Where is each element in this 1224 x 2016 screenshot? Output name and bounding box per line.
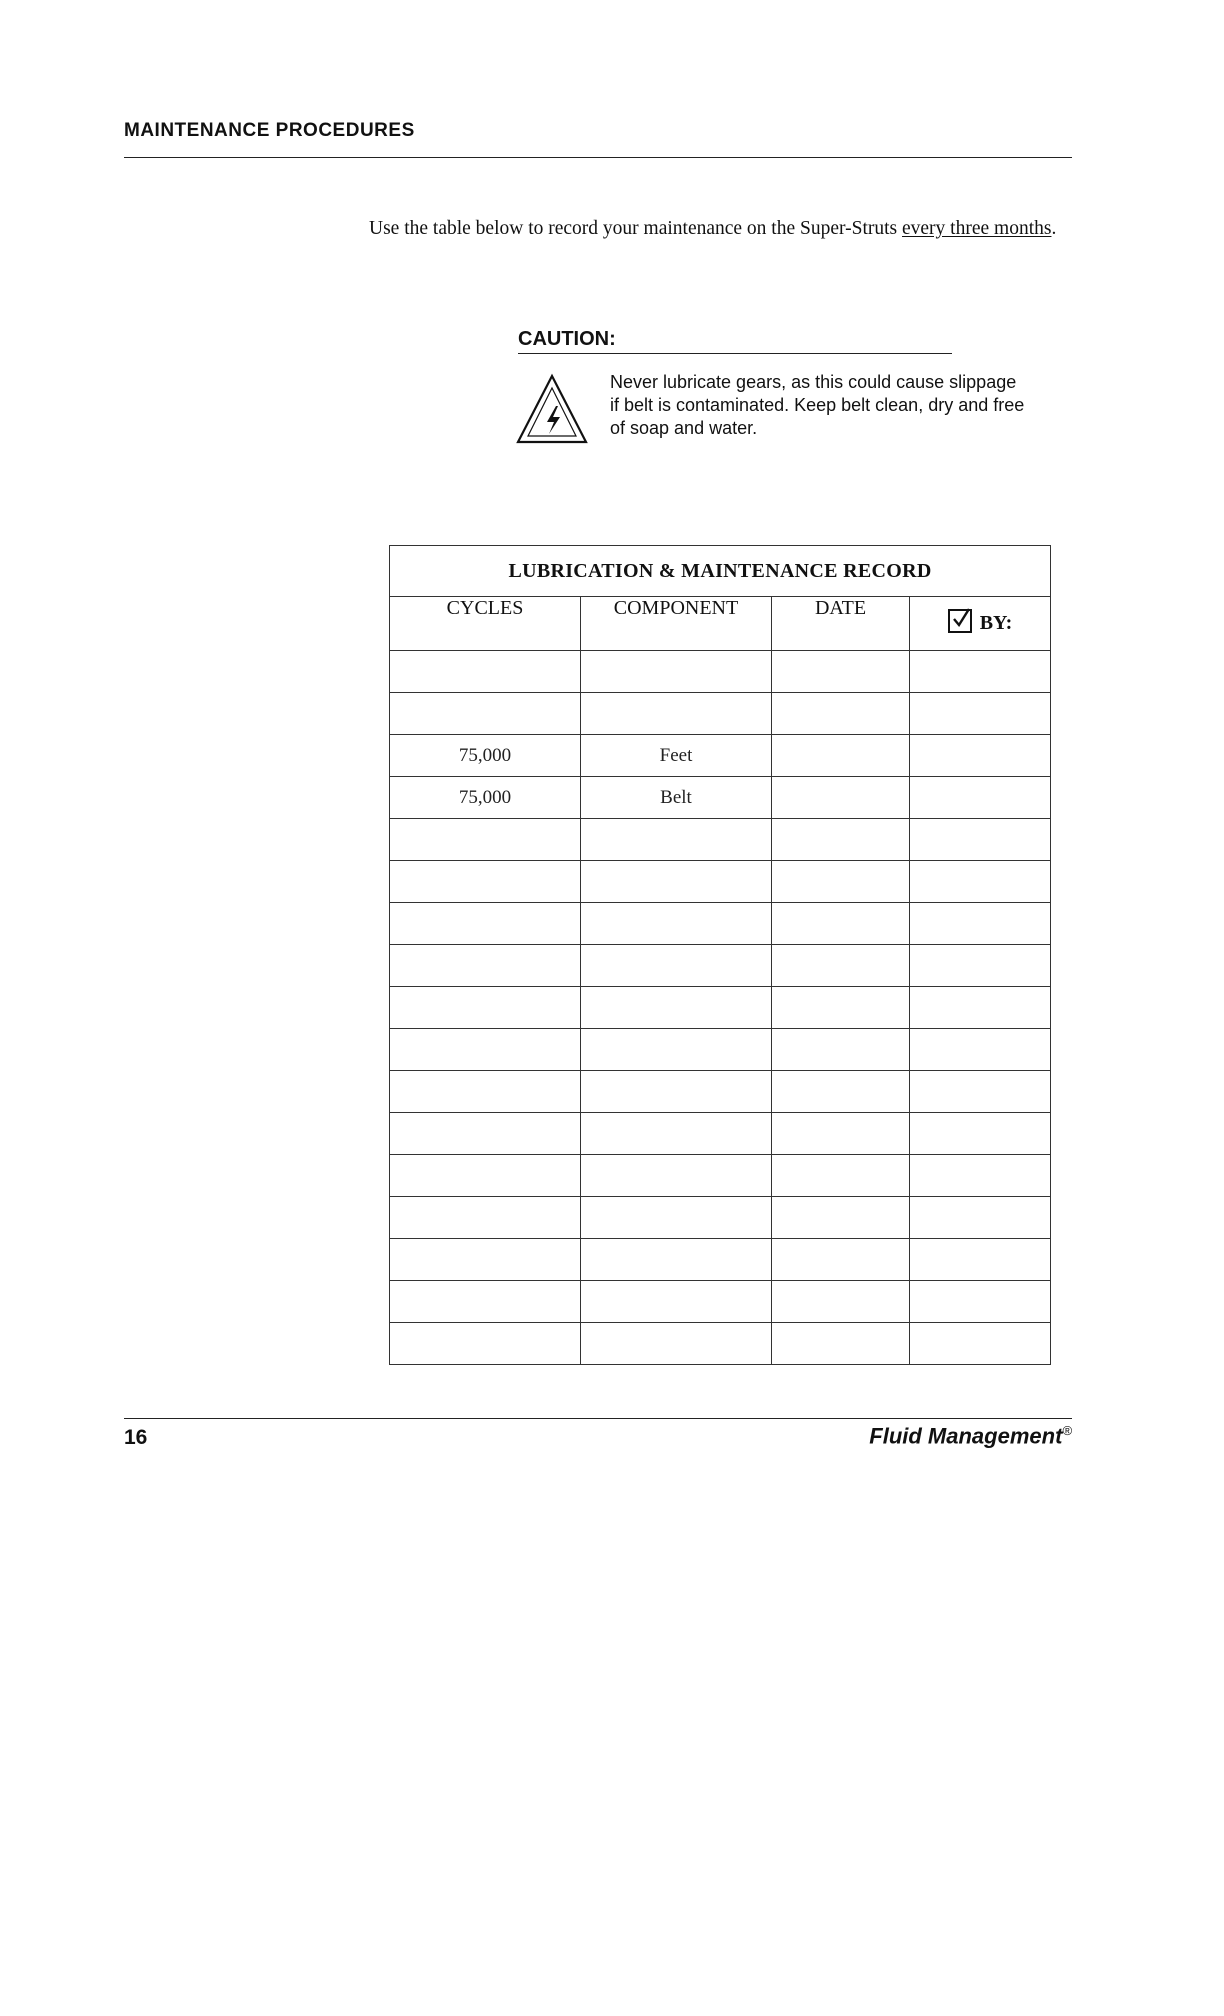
table-row — [390, 693, 1051, 735]
cell-by — [910, 1113, 1051, 1155]
footer-divider — [124, 1418, 1072, 1419]
by-label: BY: — [979, 612, 1013, 635]
cell-cycles — [390, 1323, 581, 1365]
table-row — [390, 1281, 1051, 1323]
table-row — [390, 735, 1051, 777]
cell-by — [910, 651, 1051, 693]
table-row — [390, 651, 1051, 693]
cell-component — [581, 1197, 772, 1239]
intro-text-start: Use the table below to record your maintenance on the Super-Struts — [369, 218, 902, 239]
column-header-component: COMPONENT — [581, 597, 772, 651]
checkbox-checked-icon — [948, 609, 972, 633]
header-divider — [124, 157, 1072, 158]
cell-date — [772, 1239, 910, 1281]
cell-date — [772, 693, 910, 735]
cell-by — [910, 861, 1051, 903]
cell-date — [772, 777, 910, 819]
cell-date — [772, 987, 910, 1029]
cell-component — [581, 1113, 772, 1155]
cell-cycles: 75,000 — [390, 735, 581, 777]
cell-by — [910, 1029, 1051, 1071]
cell-cycles — [390, 1113, 581, 1155]
section-header: MAINTENANCE PROCEDURES — [124, 120, 415, 141]
cell-cycles — [390, 651, 581, 693]
electrical-hazard-warning-icon — [514, 372, 590, 446]
cell-cycles — [390, 1071, 581, 1113]
table-row — [390, 987, 1051, 1029]
cell-component: Belt — [581, 777, 772, 819]
table-row — [390, 1071, 1051, 1113]
cell-date — [772, 1071, 910, 1113]
cell-cycles — [390, 1155, 581, 1197]
cell-component — [581, 987, 772, 1029]
cell-cycles — [390, 903, 581, 945]
caution-divider — [518, 353, 952, 354]
cell-date — [772, 861, 910, 903]
cell-component: Feet — [581, 735, 772, 777]
intro-text-end: . — [1051, 218, 1057, 239]
table-row — [390, 861, 1051, 903]
cell-cycles — [390, 1197, 581, 1239]
caution-text: Never lubricate gears, as this could cause slippage if belt is contaminated. Keep belt clean, dry and free of soap and water. — [610, 372, 1025, 438]
cell-date — [772, 1281, 910, 1323]
table-row — [390, 777, 1051, 819]
cell-component — [581, 1155, 772, 1197]
cell-date — [772, 945, 910, 987]
table-row — [390, 1029, 1051, 1071]
cell-date — [772, 1323, 910, 1365]
cell-date — [772, 1113, 910, 1155]
cell-component — [581, 1029, 772, 1071]
brand-name: Fluid Management — [869, 1423, 1063, 1449]
page-number: 16 — [124, 1426, 148, 1449]
cell-by — [910, 903, 1051, 945]
cell-by — [910, 777, 1051, 819]
cell-component — [581, 861, 772, 903]
cell-cycles — [390, 987, 581, 1029]
maintenance-record-table — [389, 545, 1051, 1365]
registered-mark: ® — [1062, 1423, 1072, 1438]
intro-underlined-interval: every three months — [902, 218, 1052, 239]
cell-date — [772, 1029, 910, 1071]
table-row — [390, 903, 1051, 945]
cell-component — [581, 819, 772, 861]
cell-by — [910, 987, 1051, 1029]
cell-cycles — [390, 945, 581, 987]
cell-component — [581, 945, 772, 987]
cell-cycles: 75,000 — [390, 777, 581, 819]
cell-component — [581, 651, 772, 693]
cell-cycles — [390, 1029, 581, 1071]
cell-component — [581, 903, 772, 945]
cell-by — [910, 1197, 1051, 1239]
table-row — [390, 945, 1051, 987]
cell-cycles — [390, 819, 581, 861]
cell-date — [772, 651, 910, 693]
cell-component — [581, 1239, 772, 1281]
cell-by — [910, 735, 1051, 777]
footer-brand — [869, 1423, 1072, 1449]
cell-cycles — [390, 1281, 581, 1323]
cell-by — [910, 1323, 1051, 1365]
intro-paragraph — [369, 214, 1069, 244]
cell-component — [581, 1071, 772, 1113]
cell-component — [581, 1323, 772, 1365]
cell-cycles — [390, 861, 581, 903]
cell-cycles — [390, 1239, 581, 1281]
cell-by — [910, 693, 1051, 735]
cell-date — [772, 1197, 910, 1239]
table-row — [390, 1323, 1051, 1365]
cell-by — [910, 945, 1051, 987]
column-header-date: DATE — [772, 597, 910, 651]
cell-date — [772, 819, 910, 861]
table-row — [390, 819, 1051, 861]
cell-cycles — [390, 693, 581, 735]
cell-date — [772, 1155, 910, 1197]
cell-by — [910, 1071, 1051, 1113]
column-header-cycles: CYCLES — [390, 597, 581, 651]
cell-by — [910, 1239, 1051, 1281]
cell-by — [910, 819, 1051, 861]
table-title: LUBRICATION & MAINTENANCE RECORD — [390, 546, 1051, 597]
cell-by — [910, 1281, 1051, 1323]
table-row — [390, 1197, 1051, 1239]
table-row — [390, 1239, 1051, 1281]
table-row — [390, 1113, 1051, 1155]
caution-title: CAUTION: — [518, 328, 616, 350]
cell-component — [581, 693, 772, 735]
cell-date — [772, 735, 910, 777]
table-row — [390, 1155, 1051, 1197]
cell-date — [772, 903, 910, 945]
cell-component — [581, 1281, 772, 1323]
cell-by — [910, 1155, 1051, 1197]
column-header-by — [910, 597, 1051, 651]
